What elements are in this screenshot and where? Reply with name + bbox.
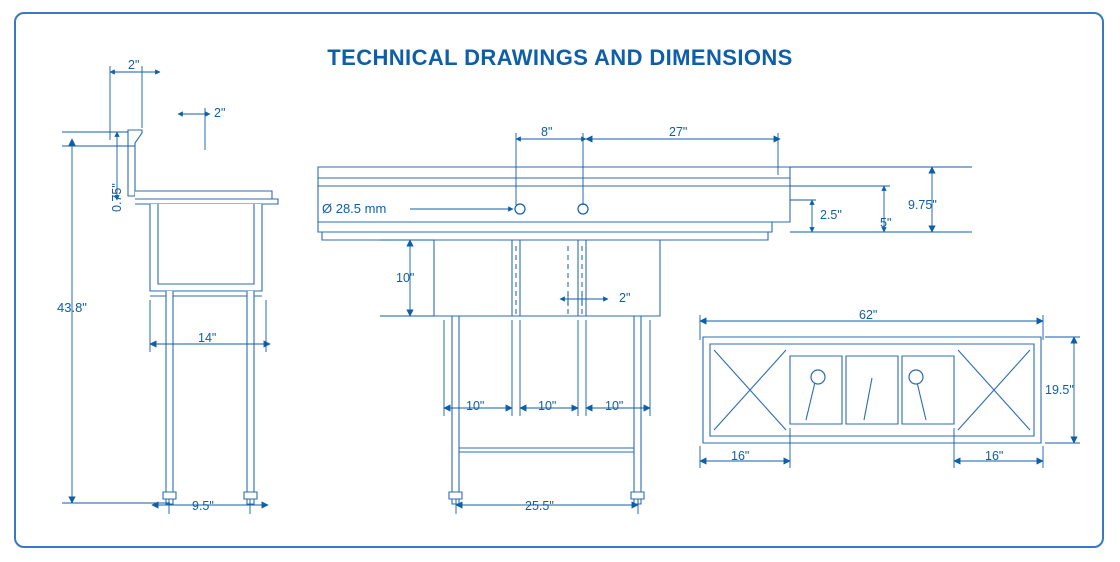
- page-title: TECHNICAL DRAWINGS AND DIMENSIONS: [327, 45, 793, 70]
- front-view-geometry: [318, 167, 790, 504]
- side-view-geometry: [128, 130, 278, 504]
- dim-left-drainboard: 16": [731, 449, 750, 463]
- dim-leg-spread-width: 25.5": [525, 499, 554, 513]
- dim-faucet-hole-spacing: 8": [541, 125, 553, 139]
- dim-backsplash-rise-total: 9.75": [908, 198, 937, 212]
- top-view-geometry: [703, 337, 1041, 443]
- dim-bowl-width-1: 10": [466, 399, 485, 413]
- dim-drainboard-length: 27": [669, 125, 688, 139]
- dim-backsplash-top-width: 2": [128, 58, 140, 72]
- dim-backsplash-rise-small: 2.5": [820, 208, 842, 222]
- dim-faucet-hole-diameter: Ø 28.5 mm: [322, 201, 387, 216]
- dim-divider-width: 2": [619, 291, 631, 305]
- dim-bowl-width-2: 10": [538, 399, 557, 413]
- dim-overall-height: 43.8": [57, 300, 87, 315]
- dim-overall-depth: 19.5": [1045, 383, 1074, 397]
- dim-backsplash-rise-mid: 5": [880, 216, 892, 230]
- dim-bowl-depth: 10": [396, 271, 415, 285]
- dim-overall-length: 62": [859, 308, 878, 322]
- dim-backsplash-thickness: 0.75": [110, 183, 124, 212]
- dim-bowl-width-3: 10": [605, 399, 624, 413]
- dim-backsplash-lip: 2": [214, 106, 226, 120]
- dim-leg-spread-depth: 9.5": [192, 499, 214, 513]
- dim-right-drainboard: 16": [985, 449, 1004, 463]
- dim-bowl-depth-front-back: 14": [198, 331, 217, 345]
